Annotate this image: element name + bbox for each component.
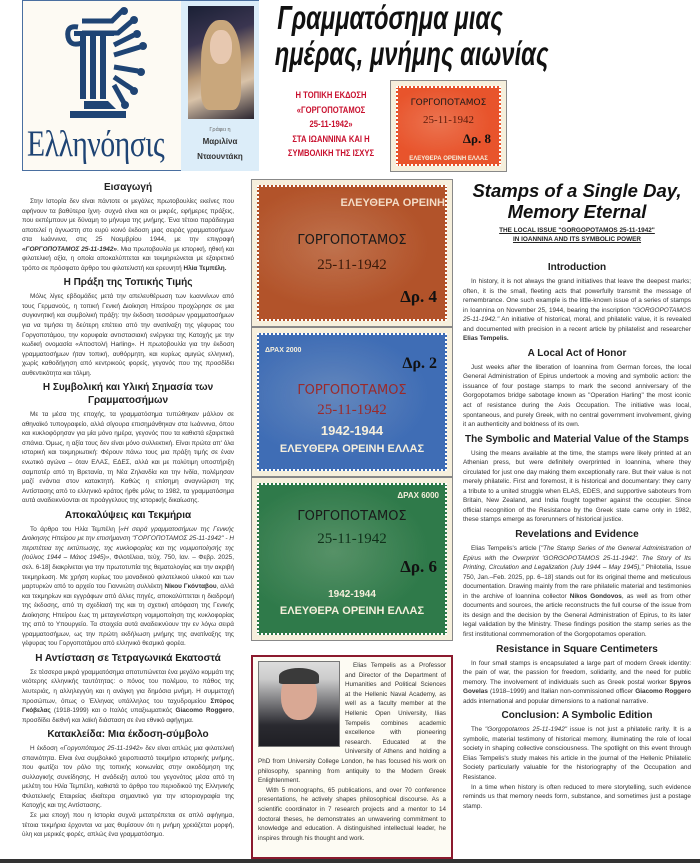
stamp-value: Δρ. 6 [400, 557, 437, 576]
english-subtitle-line-1: THE LOCAL ISSUE "GORGOPOTAMOS 25-11-1942" [499, 227, 655, 234]
text-run: Just weeks after the liberation of Ioannina from German forces, the local General Administration of Epirus undertook a moving and symbolic action: the issuance of four postage stamps to mark the second anniversary of the Gorgopotamos bridge sabotage known as "Operation Harling" the most iconic act of resistance during the Axis Occupation. The initiative was local, spontaneous, and purely Greek, with no central government involvement, giving it an authenticity and boldness of its own. [463, 363, 691, 429]
text-run: δεν είναι απλώς μια φιλοτελική σπανιότητα. Είναι ένα συμβολικό χειροπιαστό τεκμήριο ιστορικής μνήμης, που φωτίζει τον ρόλο της τοπικής κοινωνίας στην οικοδόμηση της συλλογικής συνείδησης. Η ανάδειξη αυτού του γεγονότος μέσα από τη μελέτη του Ηλία Τεμπέλη, καθιστά το άρθρο του περιοδικού της Ελληνικής Φιλοτελικής Εταιρείας ιδιαίτερα σημαντικό για την ιστοριογραφία της Κατοχής και της Αντίστασης. [22, 745, 234, 810]
red-subtitle [281, 88, 381, 161]
logo-wordmark: Ελληνόησις [27, 124, 165, 165]
stamp-value: Δρ. 2 [402, 355, 437, 372]
stamp-band: ΕΛΕΥΘΕΡΑ ΟΡΕΙΝΗ ΕΛΛΑΣ [279, 443, 425, 455]
text-run: Με τα μέσα της εποχής, τα γραμματόσημα τυπώθηκαν μάλλον σε αθηναϊκό τυπογραφείο, αλλά σίγουρα επισημάνθηκαν στα Ιωάννινα, όπου και κυκλοφόρησαν για μία μόνο ημέρα, γεγονός που τα καθιστά εξαιρετικά σπάνια. Όμως, η αξία τους δεν είναι μόνο συλλεκτική. Είναι πρώτα απ' όλα ιστορική και τεκμηριωτική: Φέρουν πάνω τους μια πράξη τιμής σε έναν ενωτικό αγώνα – όταν ΕΛΑΣ, ΕΔΕΣ, αλλά και με πολύτιμη υποστήριξη σαμποτέρ από τη Βρετανία, τη Νέα Ζηλανδία και την Ινδία, πολέμησαν μαζί ενάντια στον κατακτητή. Καθώς η επίσημη αναγνώριση της Αντίστασης από το ελληνικό κράτος ήρθε μόλις το 1982, τα γραμματόσημα αυτά αναδεικνύονται σε προάγγελους της ιστορικής δικαίωσης. [22, 411, 234, 505]
paragraph [22, 811, 234, 840]
text-run: Giacomo Roggero [175, 707, 233, 715]
text-run: issue is not just a philatelic rarity. It is a symbolic, material testimony of historical memory, illuminating the role of local society in shaping collective consciousness. The spotlight on this event through Elias Tempelis's study makes his article in the journal of the Hellenic Philatelic Society particularly valuable for the historiography of the Occupation and Resistance. [463, 726, 691, 781]
text-run: Ηλία Τεμπέλη. [183, 264, 227, 272]
section-heading: Resistance in Square Centimeters [496, 643, 658, 655]
text-run: Στην Ιστορία δεν είναι πάντοτε οι μεγάλες πρωτοβουλίες εκείνες που αφήνουν τα βαθύτερα ίχνη· συχνά είναι και οι μικρές, εφήμερες πράξεις, που εκπέμπουν με δύναμη το μήνυμα της μνήμης. Ένα τέτοιο παράδειγμα αποτελεί η άγνωστη στο ευρύ κοινό έκδοση μιας σειράς γραμματοσήμων στα Ιωάννινα, στις 25 Νοεμβρίου 1944, με την επιγραφή [22, 198, 234, 244]
english-article-column [463, 258, 691, 856]
section-heading: A Local Act of Honor [527, 347, 627, 359]
text-run: (1918-1999) και ο Ιταλός υπαξιωματικός [50, 707, 176, 715]
section-heading: Η Συμβολική και Υλική Σημασία των Γραμματοσήμων [42, 382, 214, 407]
paragraph [463, 659, 691, 707]
author-photo [188, 6, 254, 119]
text-run: . Μια πρωτοβουλία με ιστορική, ηθική και φιλοτελική αξία, η οποία αποκαλύπτεται και τεκμηριώνεται με εξαιρετικό τρόπο σε πρόσφατο άρθρο του φιλοτελιστή και ερευνητή [22, 245, 234, 272]
stamp-years: 1942-1944 [328, 589, 376, 600]
stamp-image-brown [251, 179, 453, 327]
section-heading: Introduction [547, 262, 607, 273]
english-title [460, 180, 694, 222]
stamp-value: Δρ. 8 [462, 131, 491, 146]
text-run: Using the means available at the time, the stamps were likely printed at an Athenian press, but were definitely overprinted in Ioannina, where they circulated for just one day making them exceptionally rare. But their value is not merely philatelic. First and foremost, it is historical and documentary: they carry a tribute to a united struggle when ELAS, EDES, and supportive saboteurs from Britain, New Zealand, and India fought together against the occupier. Since official recognition of the Resistance by the Greek state came only in 1982, these stamps emerge as forerunners of historical justice. [463, 449, 691, 524]
stamp-image-blue [251, 327, 453, 477]
section-heading: The Symbolic and Material Value of the Stamps [465, 433, 689, 445]
subtitle-line: Η ΤΟΠΙΚΗ ΕΚΔΟΣΗ [295, 90, 367, 100]
article-title [274, 0, 549, 72]
text-run: Νίκου Γκόνταβου [164, 583, 217, 591]
stamp-band: ΕΛΕΥΘΕΡΑ ΟΡΕΙΝΗ ΕΛΛΑΣ [409, 156, 488, 162]
paragraph [22, 744, 234, 811]
text-run: "The Stamp Series of the General Administration of Epirus with the Overprint 'GORGOPOTAMOS 25-11-1942'. The Story of Its Printing, Circulation and Legalization (July 1944 – May 1945)," [463, 545, 691, 572]
stamp-image-orange [390, 80, 507, 172]
title-line-2: ημέρας, μνήμης αιωνίας [274, 35, 549, 72]
text-run: «Γοργοπόταμος 25-11-1942» [59, 745, 143, 753]
text-run: Elias Tempelis's article [ [471, 545, 541, 553]
text-run: "GORGOPOTAMOS 25-11-1942." [463, 306, 691, 324]
text-run: Philotelia, Issue 750, Jan.–Feb. 2025, pp. 6–18] stands out for its original theme and meticulous documentation. Drawing mainly from the rare philatelic material and testimonies in the archive of Ioannina collector [463, 564, 691, 600]
page-bottom-rule [0, 859, 700, 863]
subtitle-line: ΣΤΑ ΙΩΑΝΝΙΝΑ ΚΑΙ Η [292, 133, 370, 144]
text-run: Το άρθρο του Ηλία Τεμπέλη [ [30, 525, 121, 533]
stamp-image-green [251, 477, 453, 641]
text-run: With 5 monographs, 65 publications, and over 70 conference presentations, he actively shapes philosophical discourse. As a scientific coordinator in 7 research projects and a mentor to 14 doctoral theses, he demonstrates an unwavering commitment to knowledge and education. A distinguished intellectual leader, he inspires through his thought and work. [258, 786, 446, 842]
text-run: The [471, 726, 486, 734]
section-heading: Conclusion: A Symbolic Edition [501, 710, 653, 722]
text-run: «Η σειρά γραμματοσήμων της Γενικής Διοίκησης Ηπείρου με την επισήμανση "ΓΟΡΓΟΠΟΤΑΜΟΣ 25-11-1942" - Η περιπέτεια της εκτύπωσης, της κυκλοφορίας και της νομιμοποίησής της (Ιούλιος 1944 – Μάιος 1945)» [22, 525, 234, 562]
paragraph [463, 277, 691, 344]
text-run: An initiative of historical, moral, and philatelic value, it is revealed and documented with precision in a recent article by philatelist and researcher [463, 316, 691, 333]
paragraph [22, 525, 234, 649]
paragraph [22, 292, 234, 378]
paragraph [463, 363, 691, 430]
author-first-name: Μαριλίνα [202, 137, 238, 146]
stamp-overprint: ΓΟΡΓΟΠΟΤΑΜΟΣ [297, 383, 407, 398]
stamp-band: ΕΛΕΥΘΕΡΑ ΟΡΕΙΝΗ [340, 197, 445, 209]
section-heading: Revelations and Evidence [515, 529, 639, 541]
paragraph [463, 449, 691, 525]
masthead [22, 0, 259, 171]
text-run: , as well as from other documents and sources, the article reconstructs the full course of the issue from its design and the decision by the General Administration of Epirus, to its later legal validation by the Ministry. These findings position the stamp series as the first institutional commemoration of the Gorgopotamos operation. [463, 592, 691, 638]
stamp-years: 1942-1944 [320, 423, 384, 438]
text-run: In history, it is not always the grand initiatives that leave the deepest marks; often, it is the small, fleeting acts that powerfully transmit the message of remembrance. One such example is the little-known issue of a series of stamps in Ioannina on November 25, 1944, bearing the inscription [463, 278, 691, 314]
subtitle-line: «ΓΟΡΓΟΠΟΤΑΜΟΣ [296, 104, 366, 115]
text-run: (1918–1999) and Italian non-commissioned officer [487, 688, 636, 696]
author-caption: Γράφει η [209, 127, 231, 133]
stamp-value: Δρ. 4 [400, 287, 437, 306]
text-run: In four small stamps is encapsulated a large part of modern Greek identity: the pain of war, the passion for freedom, solidarity, and the need for public memory. The involvement of individuals such as Greek postal worker [463, 659, 691, 686]
author-last-name: Νταουντάκη [197, 152, 243, 161]
paragraph [258, 786, 446, 844]
english-title-line-1: Stamps of a Single Day, [472, 180, 682, 201]
stamp-overprint: ΓΟΡΓΟΠΟΤΑΜΟΣ [410, 98, 487, 108]
stamp-date: 25-11-1942 [317, 257, 387, 273]
text-run: Elias Tempelis as a Professor and Director of the Department of Humanities and Political Sciences at the Hellenic Naval Academy, as well as a faculty member at the Hellenic Open University, Ilias Tempelis combines academic excellence with pioneering research. Educated at the University of Athens and holding a PhD from University College London, he has focused his work on philosophy, spanning from antiquity to the Modern Greek Enlightenment. [258, 662, 446, 785]
paragraph [22, 197, 234, 273]
text-run: «ΓΟΡΓΟΠΟΤΑΜΟΣ 25-11-1942» [22, 245, 117, 253]
paragraph [463, 725, 691, 782]
text-run: Σε μια εποχή που η Ιστορία συχνά μετατρέπεται σε απλό αφήγημα, τέτοια τεκμήρια έρχονται να μας θυμίσουν ότι η μνήμη χρειάζεται μορφή, ύλη και μερικές φορές, απλώς ένα γραμματόσημο. [22, 811, 234, 839]
text-run: Η έκδοση [30, 745, 60, 753]
stamp-overprint: ΓΟΡΓΟΠΟΤΑΜΟΣ [297, 233, 407, 248]
text-run: Elias Tempelis. [463, 335, 509, 343]
text-run: Nikos Gondovos [569, 592, 622, 600]
section-heading: Η Πράξη της Τοπικής Τιμής [63, 277, 193, 289]
title-line-1: Γραμματόσημα μιας [277, 0, 503, 36]
section-heading: Κατακλείδα: Μια έκδοση-σύμβολο [47, 729, 209, 741]
paragraph [22, 668, 234, 725]
text-run: , Φιλοτέλεια, τεύχ. 750, Ιαν. – Φεβρ. 2025, σελ. 6-18] διακρίνεται για την πρωτοτυπία της θεματολογίας και την ακριβή τεκμηρίωση. Με χρήση κυρίως του μοναδικού φιλοτελικού υλικού και των μαρτυριών από το αρχείο του Γιαννιώτη συλλέκτη [22, 554, 234, 591]
stamp-date: 25-11-1942 [317, 531, 387, 547]
text-run: , αλλά και τεκμηρίων και εγγράφων από άλλες πηγές, αποκαλύπτεται η διαδρομή της έκδοσης, από τη σχεδίασή της και τη σχετική απόφαση της Γενικής Διοίκησης Ηπείρου έως τη μεταγενέστερη νομιμοποίηση της κυκλοφορίας της από το Υπουργείο. Τα στοιχεία αυτά αναδεικνύουν την εν λόγω σειρά γραμματοσήμων, ως την πρώτη εκδήλωση μνήμης της ανατίναξης της γέφυρας του Γοργοποτάμου από ελληνικό θεσμικό φορέα. [22, 583, 234, 648]
greek-article-column [22, 178, 234, 856]
author-panel [181, 1, 259, 171]
paragraph [463, 783, 691, 812]
text-run: Σε τέσσερα μικρά γραμματόσημα αποτυπώνεται ένα μεγάλο κομμάτι της νεότερης ελληνικής ταυτότητας: ο πόνος του πολέμου, το πάθος της λευτεριάς, η αλληλεγγύη και η ανάγκη για δημόσια μνήμη. Η συμμετοχή προσώπων, όπως ο Έλληνας υπάλληλος του ταχυδρομείου [22, 668, 234, 705]
english-subtitle-line-2: IN IOANNINA AND ITS SYMBOLIC POWER [512, 236, 642, 243]
stamp-date: 25-11-1942 [423, 114, 474, 126]
stamp-denomination: ΔΡΑΧ 6000 [397, 491, 439, 500]
stamp-band: ΕΛΕΥΘΕΡΑ ΟΡΕΙΝΗ ΕΛΛΑΣ [279, 605, 425, 617]
text-run: Giacomo Roggero [635, 688, 691, 696]
paragraph [463, 544, 691, 639]
text-run: Σπύρος Γκόβελας [22, 697, 234, 715]
text-run: In a time when history is often reduced to mere storytelling, such evidence reminds us that memory needs form, substance, and sometimes just a postage stamp. [463, 783, 691, 810]
logo-column-circuit-icon [58, 5, 168, 121]
text-run: , προσδίδει διεθνή και λαϊκή διάσταση σε ένα εθνικό αφήγημα. [22, 707, 234, 724]
section-heading: Αποκαλύψεις και Τεκμήρια [64, 509, 192, 521]
paragraph [22, 410, 234, 505]
stamp-denomination: ΔΡΑΧ 2000 [265, 347, 302, 354]
english-subtitle [460, 226, 694, 244]
author-bio-box [251, 655, 453, 859]
subtitle-line: ΣΥΜΒΟΛΙΚΗ ΤΗΣ ΙΣΧΥΣ [287, 148, 375, 158]
section-heading: Η Αντίσταση σε Τετραγωνικά Εκατοστά [35, 652, 221, 664]
text-run: adds international and popular dimensions to a national narrative. [463, 697, 649, 705]
section-heading: Εισαγωγή [103, 182, 153, 193]
bio-photo [258, 661, 340, 747]
subtitle-line: 25-11-1942» [309, 119, 353, 129]
stamp-date: 25-11-1942 [317, 402, 387, 418]
text-run: Μόλις λίγες εβδομάδες μετά την απελευθέρωση των Ιωαννίνων από τους Γερμανούς, η τοπική Γενική Διοίκηση Ηπείρου προχώρησε σε μια συγκινητική και συμβολική πράξη: την έκδοση τεσσάρων γραμματοσήμων για να τιμήσει τη δεύτερη επέτειο από την ανατίναξη της γέφυρας του Γοργοποτάμου, την κορυφαία αντιστασιακή ενέργεια της Κατοχής με την κωδική ονομασία «Αποστολή Harling». Η πρωτοβουλία για την έκδοση γραμματοσήμων ήταν τοπική, αυθόρμητη, και κυρίως αμιγώς ελληνική, χωρίς καθοδήγηση από κεντρικούς φορείς, γεγονός που της προσδίδει αυθεντικότητα και τόλμη. [22, 293, 234, 377]
english-title-line-2: Memory Eternal [507, 201, 647, 222]
text-run: Spyros Govelas [463, 678, 691, 696]
text-run: "Gorgopotamos 25-11-1942" [485, 726, 568, 734]
stamp-overprint: ΓΟΡΓΟΠΟΤΑΜΟΣ [297, 509, 407, 524]
